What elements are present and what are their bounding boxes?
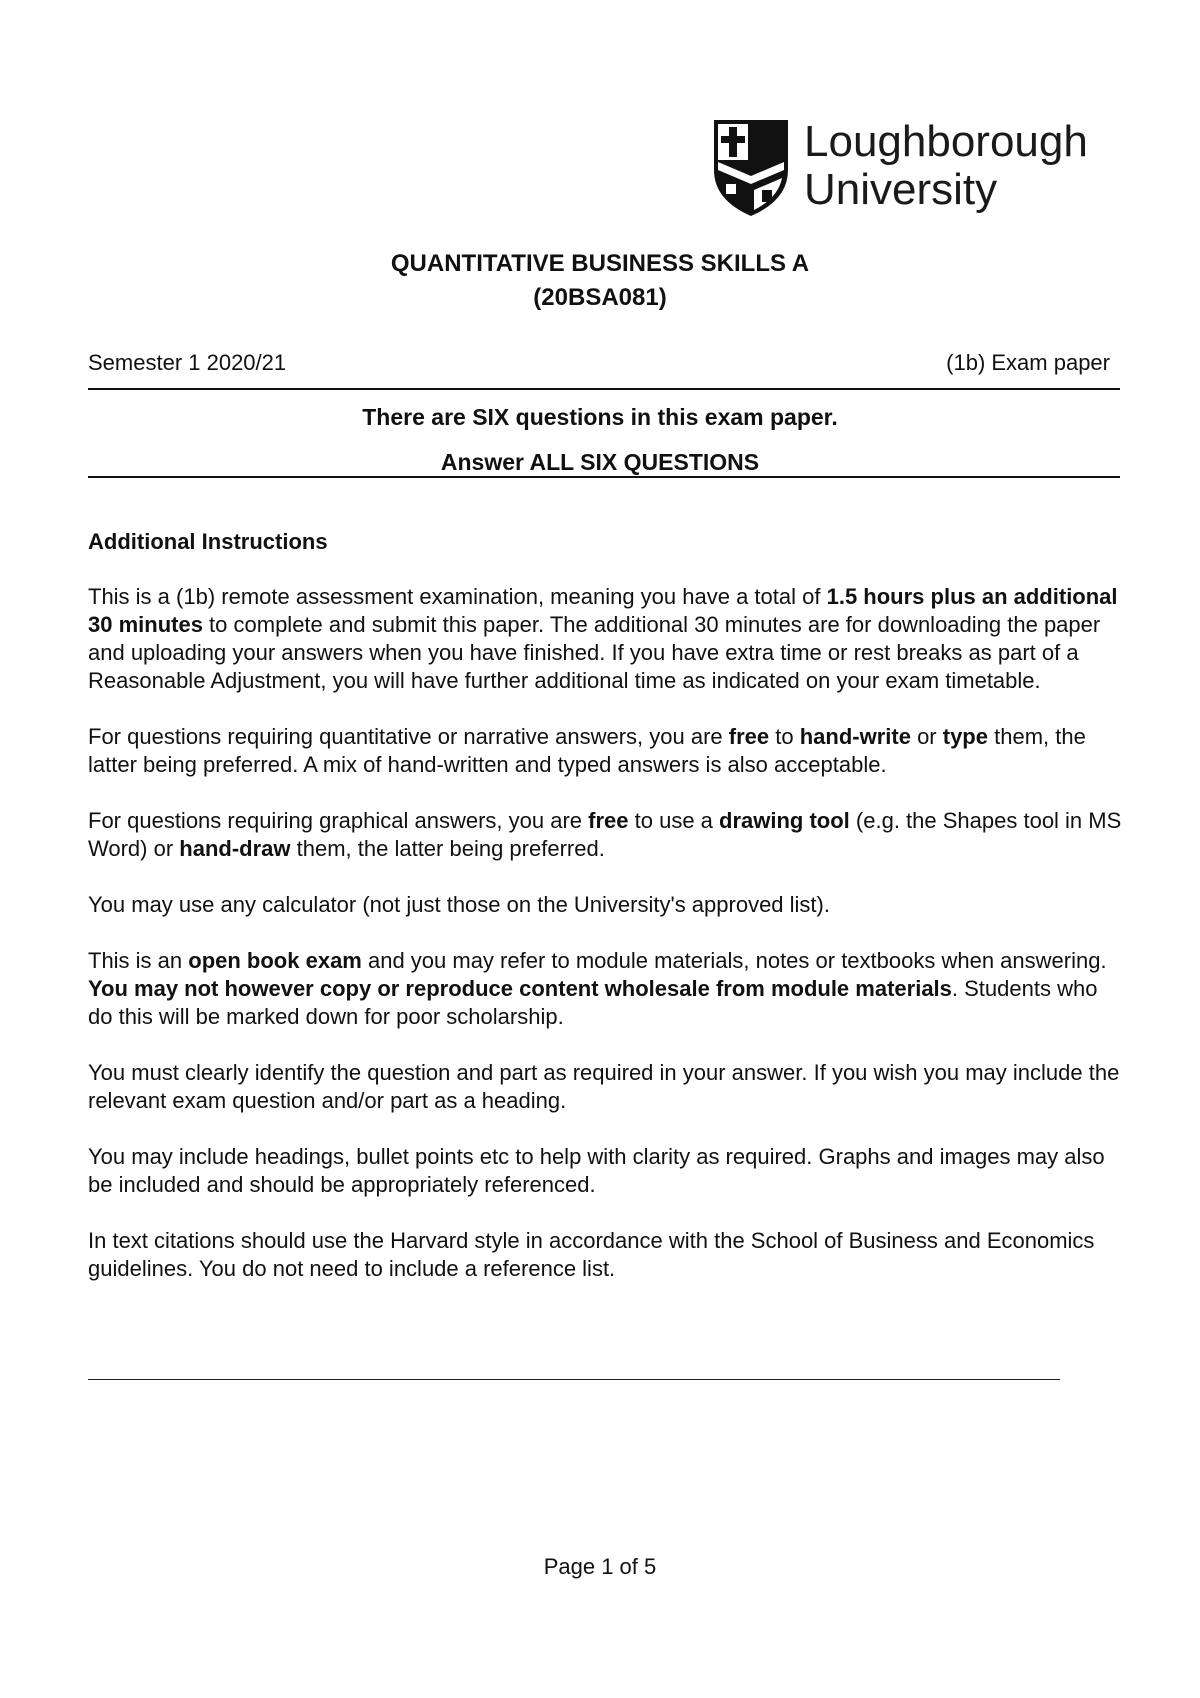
instruction-paragraph-open-book: [88, 947, 1128, 1031]
text-run-bold: type: [942, 724, 988, 749]
end-of-instructions-line: [88, 1379, 1060, 1380]
text-run-bold: You may not however copy or reproduce content wholesale from module materials: [88, 976, 952, 1001]
text-run-bold: hand-write: [799, 724, 911, 749]
paper-type-label: (1b) Exam paper: [946, 350, 1110, 375]
crest-shield-icon: [712, 118, 790, 218]
course-code: (20BSA081): [533, 284, 667, 311]
text-run-bold: free: [728, 724, 770, 749]
text-run-bold: 1.5 hours plus an additional 30 minutes: [88, 584, 1118, 637]
text-run-bold: free: [588, 808, 629, 833]
answer-all-notice: Answer ALL SIX QUESTIONS: [440, 449, 760, 475]
text-run-bold: hand-draw: [179, 836, 291, 861]
text-run: . Students who do this will be marked down for poor scholarship.: [88, 976, 1098, 1029]
instruction-paragraph-written: [88, 723, 1128, 779]
instructions-heading: Additional Instructions: [88, 529, 328, 554]
text-run: to complete and submit this paper. The additional 30 minutes are for downloading the paper and uploading your answers when you have finished. If you have extra time or rest breaks as part of a Reasonable Adjustment, you will have further additional time as indicated on your exam timetable.: [88, 612, 1101, 693]
logo-line-1: Loughborough: [804, 117, 1088, 166]
semester-label: Semester 1 2020/21: [88, 350, 287, 375]
instructions-body: [88, 583, 1128, 1311]
text-run: or: [910, 724, 943, 749]
text-run: them, the latter being preferred. A mix of hand-written and typed answers is also acceptable.: [88, 724, 1086, 777]
instruction-paragraph-headings: You may include headings, bullet points etc to help with clarity as required. Graphs and images may also be included and should be appropriately referenced.: [88, 1144, 1105, 1197]
page-number: Page 1 of 5: [543, 1554, 657, 1579]
instruction-paragraph-graphical: [88, 807, 1128, 863]
instruction-paragraph-duration: [88, 583, 1128, 695]
course-title: QUANTITATIVE BUSINESS SKILLS A: [390, 250, 810, 277]
text-run: This is an: [88, 948, 189, 973]
top-divider: [88, 388, 1120, 390]
text-run: and you may refer to module materials, notes or textbooks when answering.: [361, 948, 1107, 973]
question-count-notice: There are SIX questions in this exam paper.: [362, 404, 838, 430]
logo-wordmark: [804, 118, 1088, 214]
instruction-paragraph-identify: You must clearly identify the question and part as required in your answer. If you wish you may include the relevant exam question and/or part as a heading.: [88, 1060, 1120, 1113]
bottom-divider: [88, 476, 1120, 478]
text-run-bold: drawing tool: [719, 808, 850, 833]
text-run: This is a (1b) remote assessment examination, meaning you have a total of: [88, 584, 827, 609]
text-run: them, the latter being preferred.: [290, 836, 605, 861]
logo-line-2: University: [804, 165, 998, 214]
university-logo: [712, 118, 1092, 218]
instruction-paragraph-calculator: You may use any calculator (not just those on the University's approved list).: [88, 892, 830, 917]
text-run-bold: open book exam: [188, 948, 362, 973]
text-run: to use a: [628, 808, 720, 833]
text-run: For questions requiring quantitative or narrative answers, you are: [88, 724, 729, 749]
text-run: to: [769, 724, 800, 749]
text-run: (e.g. the Shapes tool in MS Word) or: [88, 808, 1122, 861]
text-run: For questions requiring graphical answers, you are: [88, 808, 589, 833]
instruction-paragraph-citations: In text citations should use the Harvard style in accordance with the School of Business and Economics guidelines. You do not need to include a reference list.: [88, 1228, 1095, 1281]
